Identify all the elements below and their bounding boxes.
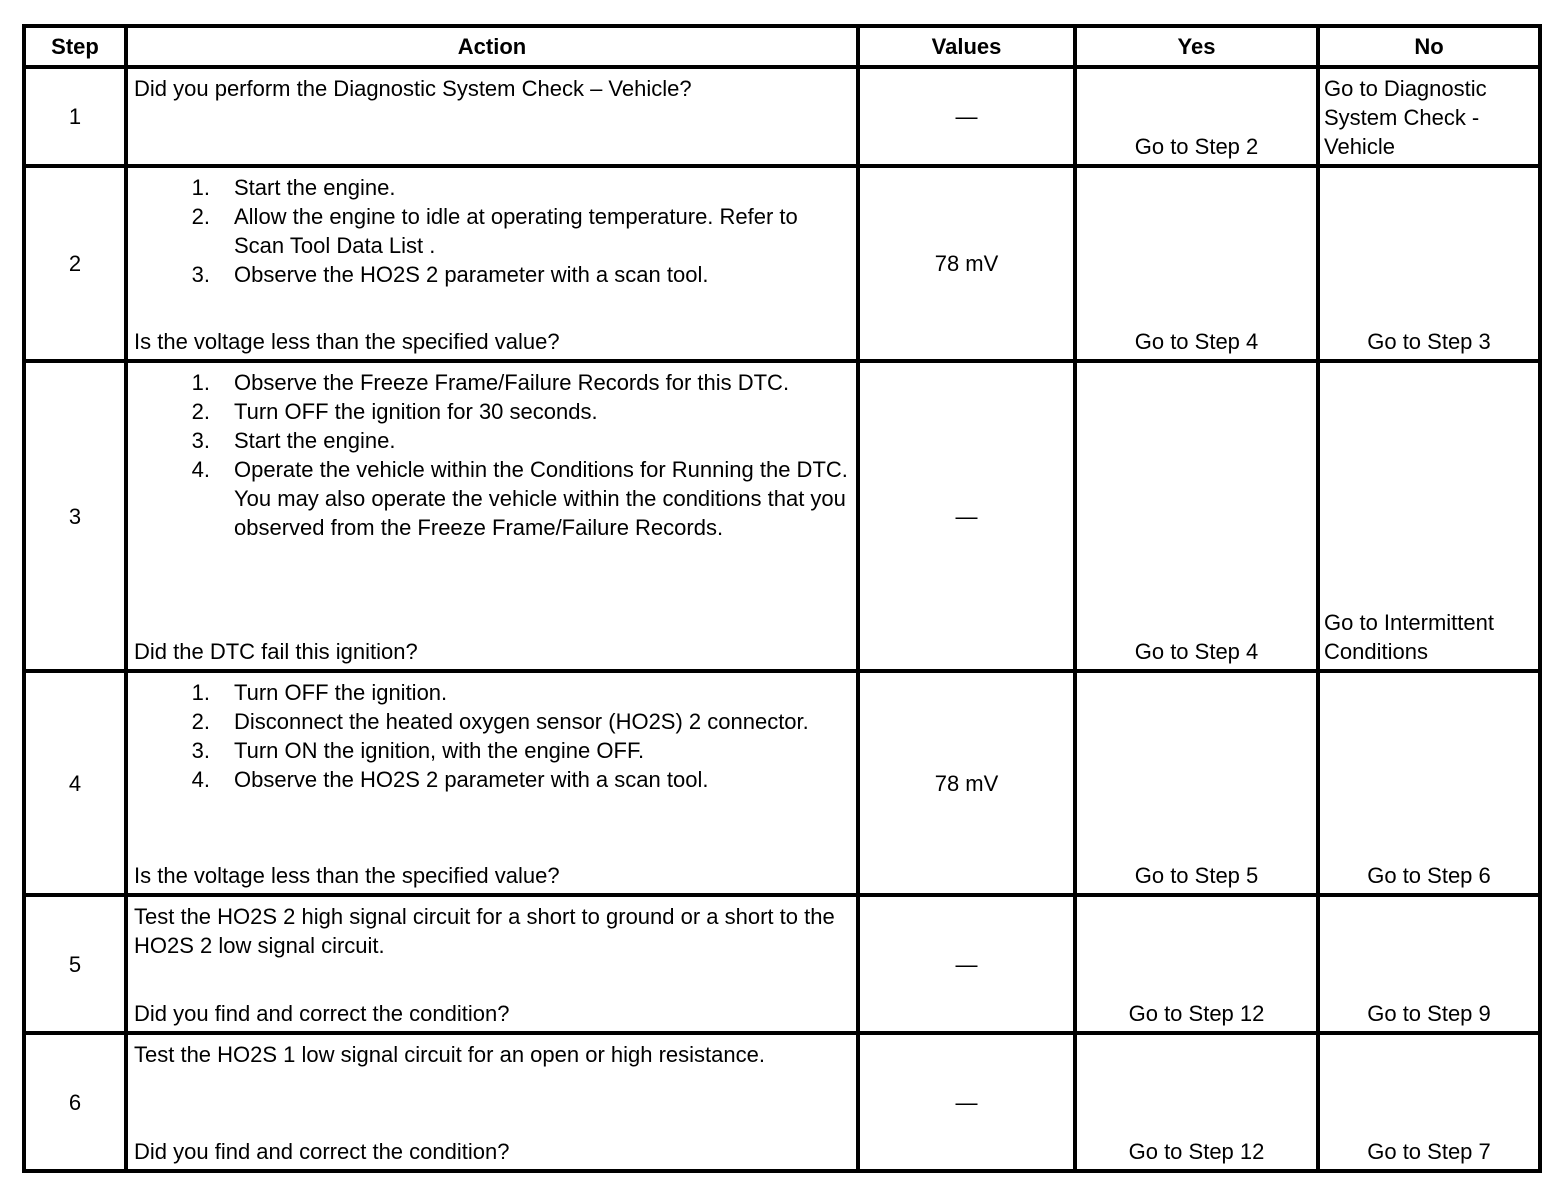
table-row	[24, 1033, 1540, 1171]
action-text: Test the HO2S 2 high signal circuit for a short to ground or a short to the HO2S 2 low signal circuit.	[134, 904, 835, 958]
action-steps	[134, 678, 852, 794]
yes-cell	[1075, 895, 1318, 1033]
yes-text: Go to Step 12	[1128, 1001, 1265, 1026]
header-values: Values	[858, 26, 1075, 67]
yes-text: Go to Step 4	[1134, 639, 1259, 664]
no-text: Go to Diagnostic System Check - Vehicle	[1324, 76, 1487, 159]
action-steps	[134, 368, 852, 542]
no-cell	[1318, 67, 1540, 166]
table-row	[24, 895, 1540, 1033]
action-question: Did you find and correct the condition?	[134, 1001, 510, 1026]
value-cell: —	[858, 361, 1075, 671]
header-row	[24, 26, 1540, 67]
action-question: Is the voltage less than the specified value?	[134, 863, 560, 888]
list-item: 2. Turn OFF the ignition for 30 seconds.	[191, 399, 598, 424]
table-row	[24, 166, 1540, 361]
list-item: 1. Turn OFF the ignition.	[191, 680, 448, 705]
no-cell	[1318, 1033, 1540, 1171]
value-cell: —	[858, 67, 1075, 166]
no-cell	[1318, 895, 1540, 1033]
action-text: Did you perform the Diagnostic System Check – Vehicle?	[134, 76, 692, 101]
table-row	[24, 67, 1540, 166]
action-steps	[134, 173, 852, 289]
value-cell: 78 mV	[858, 166, 1075, 361]
step-number: 1	[24, 67, 126, 166]
yes-cell	[1075, 67, 1318, 166]
table-row	[24, 671, 1540, 895]
step-number: 6	[24, 1033, 126, 1171]
step-number: 5	[24, 895, 126, 1033]
list-item: 2. Allow the engine to idle at operating temperature. Refer to Scan Tool Data List .	[191, 204, 798, 258]
list-item: 1. Start the engine.	[191, 175, 396, 200]
yes-cell	[1075, 1033, 1318, 1171]
action-question: Did you find and correct the condition?	[134, 1139, 510, 1164]
header-step: Step	[24, 26, 126, 67]
value-cell: —	[858, 895, 1075, 1033]
action-cell	[126, 67, 858, 166]
list-item: 4. Operate the vehicle within the Conditions for Running the DTC. You may also operate the vehicle within the conditions that you observed from the Freeze Frame/Failure Records.	[191, 457, 848, 540]
no-text: Go to Step 9	[1367, 1001, 1491, 1026]
action-cell	[126, 361, 858, 671]
step-number: 2	[24, 166, 126, 361]
no-text: Go to Step 3	[1367, 329, 1491, 354]
table-row	[24, 361, 1540, 671]
value-cell: 78 mV	[858, 671, 1075, 895]
step-number: 3	[24, 361, 126, 671]
action-text: Test the HO2S 1 low signal circuit for an open or high resistance.	[134, 1042, 765, 1067]
list-item: 3. Turn ON the ignition, with the engine OFF.	[191, 738, 645, 763]
no-cell	[1318, 361, 1540, 671]
yes-text: Go to Step 12	[1128, 1139, 1265, 1164]
no-text: Go to Intermittent Conditions	[1324, 610, 1494, 664]
no-text: Go to Step 7	[1367, 1139, 1491, 1164]
no-text: Go to Step 6	[1367, 863, 1491, 888]
list-item: 1. Observe the Freeze Frame/Failure Records for this DTC.	[191, 370, 790, 395]
no-cell	[1318, 166, 1540, 361]
header-no: No	[1318, 26, 1540, 67]
header-action: Action	[126, 26, 858, 67]
action-cell	[126, 895, 858, 1033]
header-yes: Yes	[1075, 26, 1318, 67]
list-item: 2. Disconnect the heated oxygen sensor (HO2S) 2 connector.	[191, 709, 809, 734]
yes-cell	[1075, 166, 1318, 361]
value-cell: —	[858, 1033, 1075, 1171]
no-cell	[1318, 671, 1540, 895]
action-cell	[126, 166, 858, 361]
yes-cell	[1075, 671, 1318, 895]
yes-text: Go to Step 5	[1134, 863, 1259, 888]
step-number: 4	[24, 671, 126, 895]
diagnostic-table	[22, 24, 1542, 1173]
yes-text: Go to Step 2	[1134, 134, 1259, 159]
list-item: 4. Observe the HO2S 2 parameter with a scan tool.	[191, 767, 709, 792]
action-question: Is the voltage less than the specified value?	[134, 329, 560, 354]
action-cell	[126, 1033, 858, 1171]
yes-text: Go to Step 4	[1134, 329, 1259, 354]
yes-cell	[1075, 361, 1318, 671]
list-item: 3. Start the engine.	[191, 428, 396, 453]
action-cell	[126, 671, 858, 895]
action-question: Did the DTC fail this ignition?	[134, 639, 418, 664]
list-item: 3. Observe the HO2S 2 parameter with a scan tool.	[191, 262, 709, 287]
